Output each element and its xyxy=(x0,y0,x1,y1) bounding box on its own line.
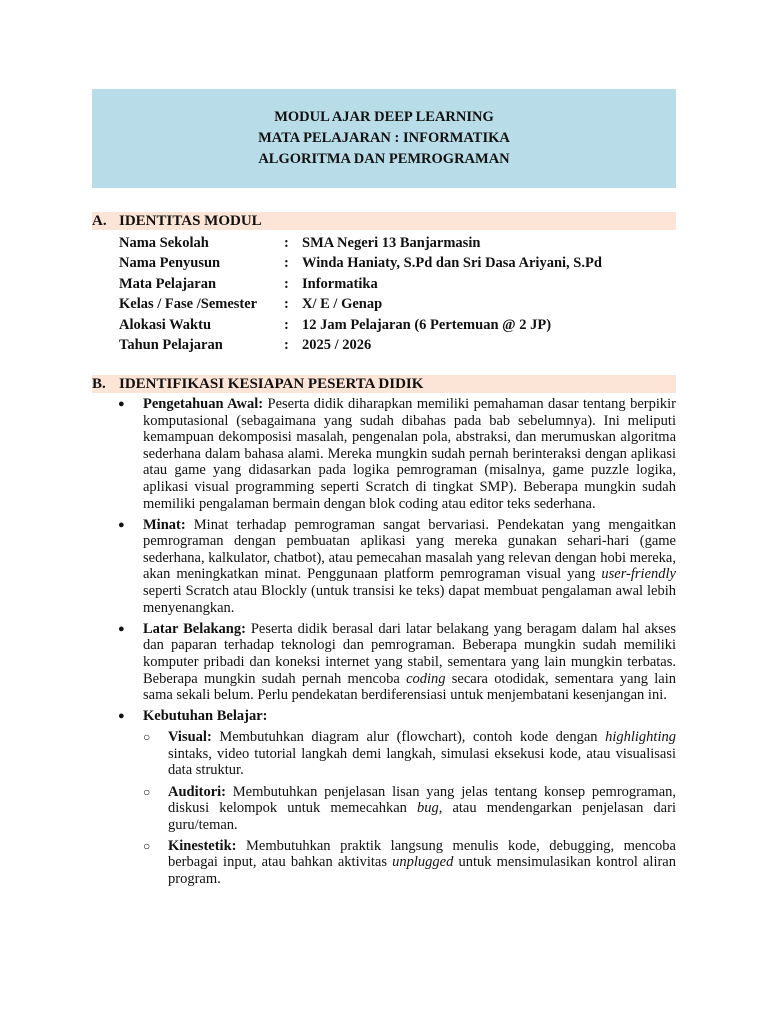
title-line-2: MATA PELAJARAN : INFORMATIKA xyxy=(258,130,510,146)
bullet-icon: ● xyxy=(118,518,125,531)
document-title-box xyxy=(92,89,676,188)
item-text: Minat terhadap pemrograman sangat bervariasi. Pendekatan yang mengaitkan pemrograman dengan pembuatan aplikasi yang mereka gunakan sehari-hari (game sederhana, kalkulator, chatbot), atau pemecahan masalah yang relevan dengan hobi mereka, akan meningkatkan minat. Penggunaan platform pemrograman visual yang xyxy=(143,516,676,583)
item-text: Peserta didik berasal dari latar belakang yang beragam dalam hal akses dan paparan terhadap teknologi dan pemrograman. Beberapa mungkin sudah memiliki komputer pribadi dan koneksi internet yang stabil, sementara yang lain mungkin terbatas. Beberapa mungkin sudah pernah mencoba xyxy=(143,620,676,687)
identity-value: Winda Haniaty, S.Pd dan Sri Dasa Ariyani, S.Pd xyxy=(302,255,602,272)
section-b-heading xyxy=(92,375,676,393)
identity-label: Kelas / Fase /Semester xyxy=(119,296,258,313)
sub-text: atau mendengarkan penjelasan dari guru/teman. xyxy=(168,800,676,833)
list-item-background xyxy=(118,621,676,704)
identity-label: Alokasi Waktu xyxy=(119,316,212,333)
identity-colon: : xyxy=(284,275,289,292)
identity-colon: : xyxy=(284,235,289,251)
list-item-prior-knowledge xyxy=(118,396,676,512)
identity-value: 12 Jam Pelajaran (6 Pertemuan @ 2 JP) xyxy=(302,316,552,333)
sub-italic: highlighting xyxy=(605,729,676,746)
section-a-heading xyxy=(92,212,676,230)
section-b-title: IDENTIFIKASI KESIAPAN PESERTA DIDIK xyxy=(119,376,424,392)
circle-bullet-icon: ○ xyxy=(143,838,151,853)
readiness-list xyxy=(118,396,676,892)
bullet-icon: ● xyxy=(118,710,125,723)
item-term: Minat: xyxy=(143,516,186,533)
identity-label: Nama Sekolah xyxy=(119,235,209,251)
identity-value: X/ E / Genap xyxy=(302,296,383,313)
sub-text: sintaks, video tutorial langkah demi langkah, simulasi eksekusi kode, atau visualisasi data struktur. xyxy=(168,745,676,779)
item-text: secara otodidak, sementara yang lain sama sekali belum. Perlu pendekatan berdiferensiasi untuk menjembatani kesenjangan ini. xyxy=(143,670,676,704)
sub-item-kinesthetic xyxy=(143,838,676,888)
item-term: Latar Belakang: xyxy=(143,620,246,637)
identity-colon: : xyxy=(284,296,289,313)
sub-item-auditory xyxy=(143,784,676,834)
sub-term: Kinestetik: xyxy=(168,837,237,854)
sub-term: Auditori: xyxy=(168,783,226,800)
sub-text: untuk mensimulasikan kontrol aliran program. xyxy=(168,854,676,888)
list-item-learning-needs xyxy=(118,708,676,725)
sub-italic: unplugged xyxy=(392,854,454,871)
item-italic: user-friendly xyxy=(601,566,676,583)
sub-text: Membutuhkan praktik langsung menulis kode, debugging, mencoba berbagai input, atau bahkan aktivitas xyxy=(168,837,676,871)
title-line-1: MODUL AJAR DEEP LEARNING xyxy=(274,109,494,125)
sub-item-visual xyxy=(143,729,676,779)
item-italic: coding xyxy=(406,670,446,687)
title-line-3: ALGORITMA DAN PEMROGRAMAN xyxy=(258,151,510,167)
identity-value: SMA Negeri 13 Banjarmasin xyxy=(302,235,481,251)
item-term: Kebutuhan Belajar: xyxy=(143,708,268,725)
identity-colon: : xyxy=(284,336,289,353)
identity-label: Tahun Pelajaran xyxy=(119,336,223,353)
circle-bullet-icon: ○ xyxy=(143,730,151,745)
bullet-icon: ● xyxy=(118,398,125,410)
sub-text: Membutuhkan diagram alur (flowchart), contoh kode dengan xyxy=(211,729,606,746)
item-text: Peserta didik diharapkan memiliki pemahaman dasar tentang berpikir komputasional (sebagaimana yang sudah dibahas pada bab sebelumnya). Ini meliputi kemampuan dekomposisi masalah, pengenalan pola, abstraksi, dan merumuskan algoritma sederhana dalam bahasa alami. Mereka mungkin sudah pernah berinteraksi dengan aplikasi atau game yang didasarkan pada logika pemrograman (misalnya, game puzzle logika, aplikasi visual programming seperti Scratch di tingkat SMP). Beberapa mungkin sudah memiliki pengalaman bermain dengan blok coding atau editor teks sederhana. xyxy=(143,396,676,512)
item-text: seperti Scratch atau Blockly (untuk transisi ke teks) dapat membuat pengalaman awal lebih menyenangkan. xyxy=(143,583,676,616)
identity-colon: : xyxy=(284,316,289,333)
identity-value: Informatika xyxy=(302,275,378,292)
section-b-letter: B. xyxy=(92,376,106,392)
sub-term: Visual: xyxy=(168,729,212,746)
list-item-interest xyxy=(118,517,676,617)
section-a-title: IDENTITAS MODUL xyxy=(119,213,262,229)
identity-colon: : xyxy=(284,255,289,272)
sub-text: Membutuhkan penjelasan lisan yang jelas tentang konsep pemrograman, diskusi kelompok untuk memecahkan xyxy=(168,783,676,817)
section-a-letter: A. xyxy=(92,213,107,229)
sub-italic: bug, xyxy=(416,800,443,817)
identity-label: Nama Penyusun xyxy=(119,255,221,272)
identity-label: Mata Pelajaran xyxy=(119,275,217,292)
identity-value: 2025 / 2026 xyxy=(302,336,372,353)
bullet-icon: ● xyxy=(118,622,125,635)
item-term: Pengetahuan Awal: xyxy=(143,396,264,412)
circle-bullet-icon: ○ xyxy=(143,784,151,799)
